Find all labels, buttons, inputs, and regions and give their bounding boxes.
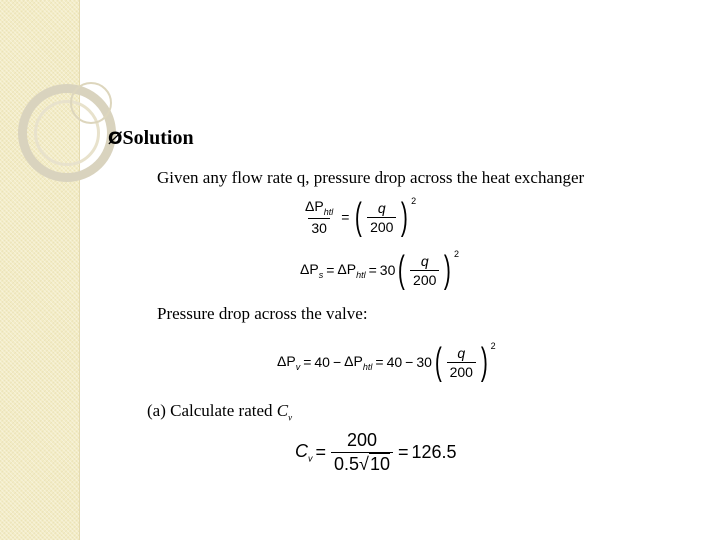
decorative-side-band <box>0 0 79 540</box>
heading-text: Solution <box>122 127 194 149</box>
eq4-fraction: $\frac{200}{0.5√10}$ <box>331 430 393 475</box>
bullet-arrow-icon: Ø <box>108 129 123 149</box>
equation-system-pressure-drop: $\Delta P_s$ = $\Delta P_{htl}$ = 30 ( $\frac{q}{200}$ ) 2 <box>300 249 460 291</box>
eq1-left-fraction: $\frac{\Delta P_{htl}}{30}$ <box>305 198 334 236</box>
eq2-q-fraction: $\frac{q}{200}$ <box>410 253 439 288</box>
decorative-ring-small <box>70 82 112 124</box>
eq1-q-fraction: $\frac{q}{200}$ <box>367 200 396 235</box>
side-band-edge <box>79 0 80 540</box>
eq3-q-fraction: $\frac{q}{200}$ <box>447 345 476 380</box>
valve-line: Pressure drop across the valve: <box>157 304 368 323</box>
intro-line: Given any flow rate q, pressure drop across the heat exchanger <box>157 168 585 187</box>
equation-heat-exchanger-ratio: $\frac{\Delta P_{htl}}{30}$ = ( $\frac{q}{200}$ ) 2 <box>300 198 416 236</box>
slide-heading <box>108 127 194 150</box>
equation-valve-pressure-drop: $\Delta P_v$ = 40 − $\Delta P_{htl}$ = 40 − 30 ( $\frac{q}{200}$ ) 2 <box>277 341 496 383</box>
part-a-line: (a) Calculate rated $C_v$ <box>147 401 293 423</box>
equation-rated-cv: $C_v$ = $\frac{200}{0.5√10}$ = 126.5 <box>295 430 457 474</box>
